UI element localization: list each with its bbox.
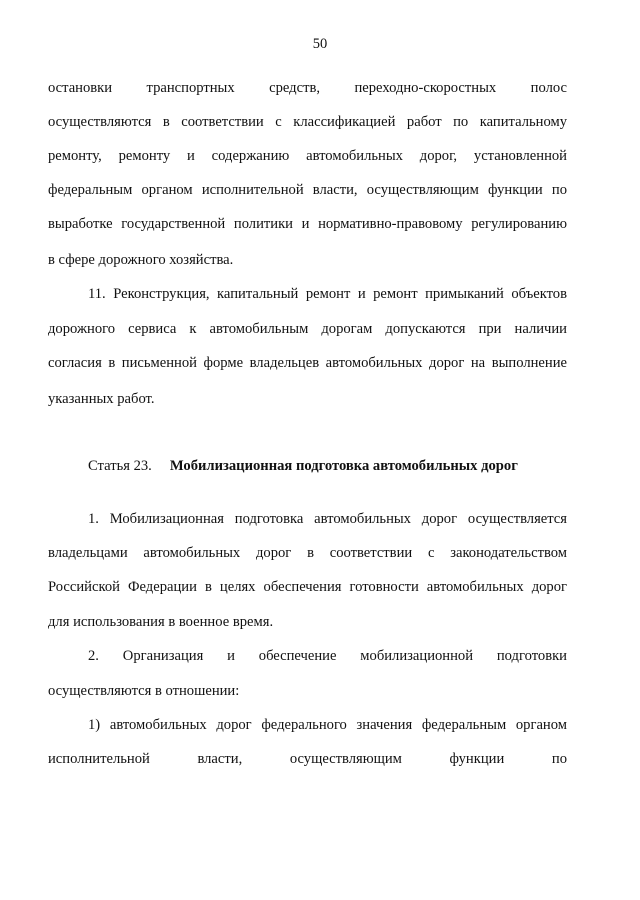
text-line: федеральным органом исполнительной власти, осуществляющим функции по bbox=[48, 182, 567, 198]
text-line: выработке государственной политики и нормативно-правовому регулированию bbox=[48, 216, 567, 232]
text-line: 2. Организация и обеспечение мобилизационной подготовки bbox=[88, 648, 567, 664]
text-line: дорожного сервиса к автомобильным дорогам допускаются при наличии bbox=[48, 321, 567, 337]
text-line: остановки транспортных средств, переходно-скоростных полос bbox=[48, 80, 567, 96]
text-line: в сфере дорожного хозяйства. bbox=[48, 252, 234, 268]
text-line: 11. Реконструкция, капитальный ремонт и ремонт примыканий объектов bbox=[88, 286, 567, 302]
text-line: указанных работ. bbox=[48, 391, 155, 407]
article-title: Мобилизационная подготовка автомобильных дорог bbox=[169, 458, 518, 474]
text-line: ремонту, ремонту и содержанию автомобильных дорог, установленной bbox=[48, 148, 567, 164]
text-line: осуществляются в соответствии с классификацией работ по капитальному bbox=[48, 114, 567, 130]
text-line: Российской Федерации в целях обеспечения готовности автомобильных дорог bbox=[48, 579, 567, 595]
text-line: 1. Мобилизационная подготовка автомобильных дорог осуществляется bbox=[88, 511, 567, 527]
text-line: исполнительной власти, осуществляющим функции по bbox=[48, 751, 567, 767]
page-number: 50 bbox=[312, 36, 328, 52]
text-line: 1) автомобильных дорог федерального значения федеральным органом bbox=[88, 717, 567, 733]
article-number: Статья 23. bbox=[88, 458, 152, 474]
text-line: осуществляются в отношении: bbox=[48, 683, 240, 699]
article-heading bbox=[88, 456, 567, 476]
text-line: согласия в письменной форме владельцев автомобильных дорог на выполнение bbox=[48, 355, 567, 371]
text-line: для использования в военное время. bbox=[48, 614, 274, 630]
text-line: владельцами автомобильных дорог в соответствии с законодательством bbox=[48, 545, 567, 561]
